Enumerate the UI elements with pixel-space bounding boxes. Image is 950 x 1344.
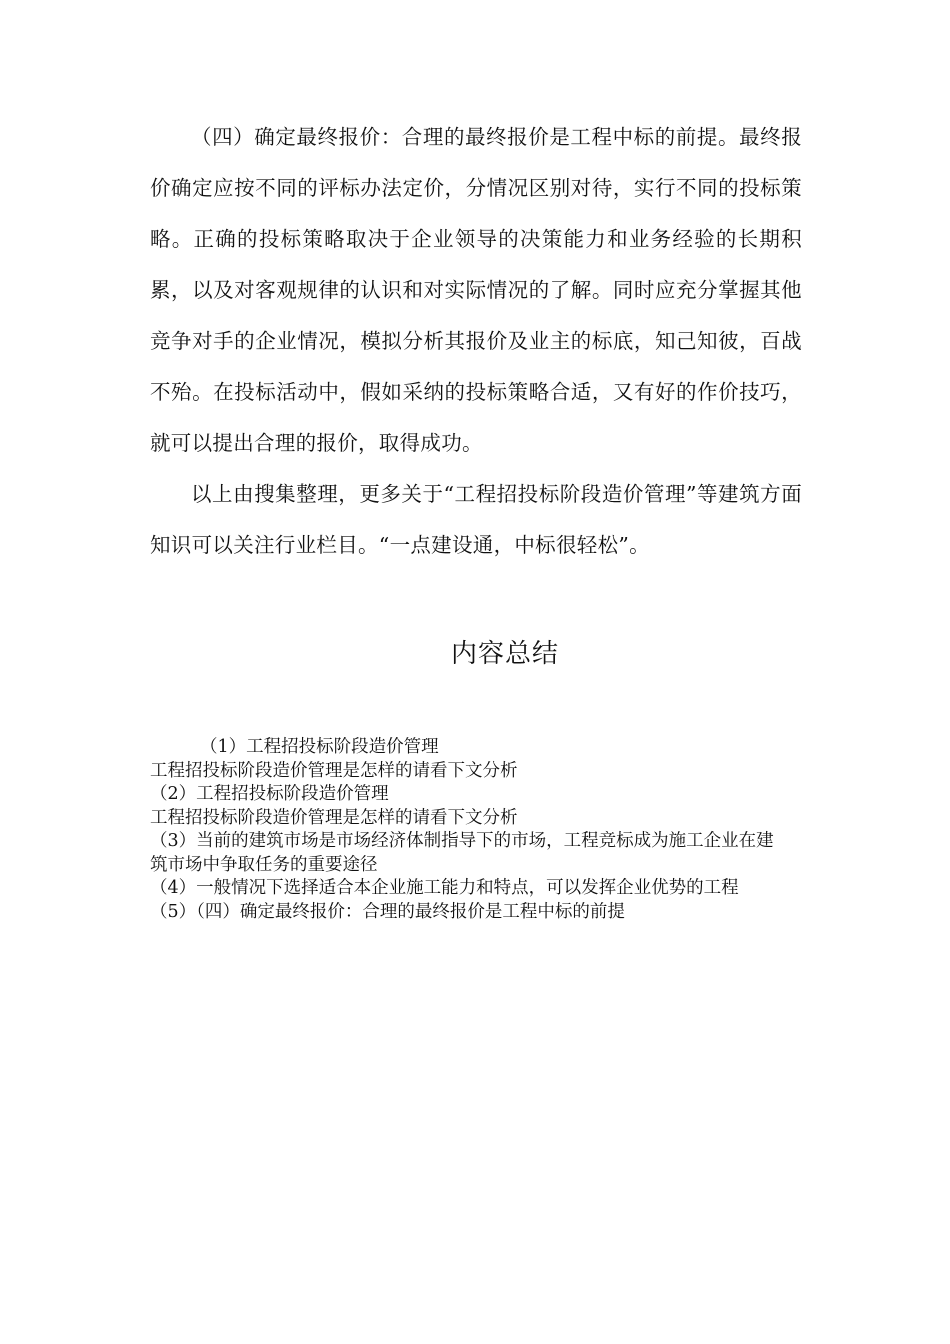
summary-title: 内容总结 xyxy=(450,639,559,669)
summary-item: 工程招投标阶段造价管理是怎样的请看下文分析 xyxy=(150,760,518,781)
summary-item: （4）一般情况下选择适合本企业施工能力和特点，可以发挥企业优势的工程 xyxy=(150,878,739,898)
summary-item: 工程招投标阶段造价管理是怎样的请看下文分析 xyxy=(150,807,518,828)
paragraph-final-quote: （四）确定最终报价：合理的最终报价是工程中标的前提。最终报价确定应按不同的评标办法定价，分情况区别对待，实行不同的投标策略。正确的投标策略取决于企业领导的决策能力和业务经验的长期积累，以及对客观规律的认识和对实际情况的了解。同时应充分掌握其他竞争对手的企业情况，模拟分析其报价及业主的标底，知己知彼，百战不殆。在投标活动中，假如采纳的投标策略合适，又有好的作价技巧，就可以提出合理的报价，取得成功。 xyxy=(150,125,802,455)
summary-item: （1）工程招投标阶段造价管理 xyxy=(200,737,439,757)
summary-list xyxy=(150,736,790,924)
summary-item: （5）（四）确定最终报价：合理的最终报价是工程中标的前提 xyxy=(150,901,625,922)
summary-item: （3）当前的建筑市场是市场经济体制指导下的市场，工程竞标成为施工企业在建筑市场中争取任务的重要途径 xyxy=(150,831,774,875)
summary-item: （2）工程招投标阶段造价管理 xyxy=(150,784,389,804)
body-text xyxy=(150,112,802,571)
paragraph-source-note: 以上由搜集整理，更多关于“工程招投标阶段造价管理”等建筑方面知识可以关注行业栏目。“一点建设通，中标很轻松”。 xyxy=(150,482,802,557)
